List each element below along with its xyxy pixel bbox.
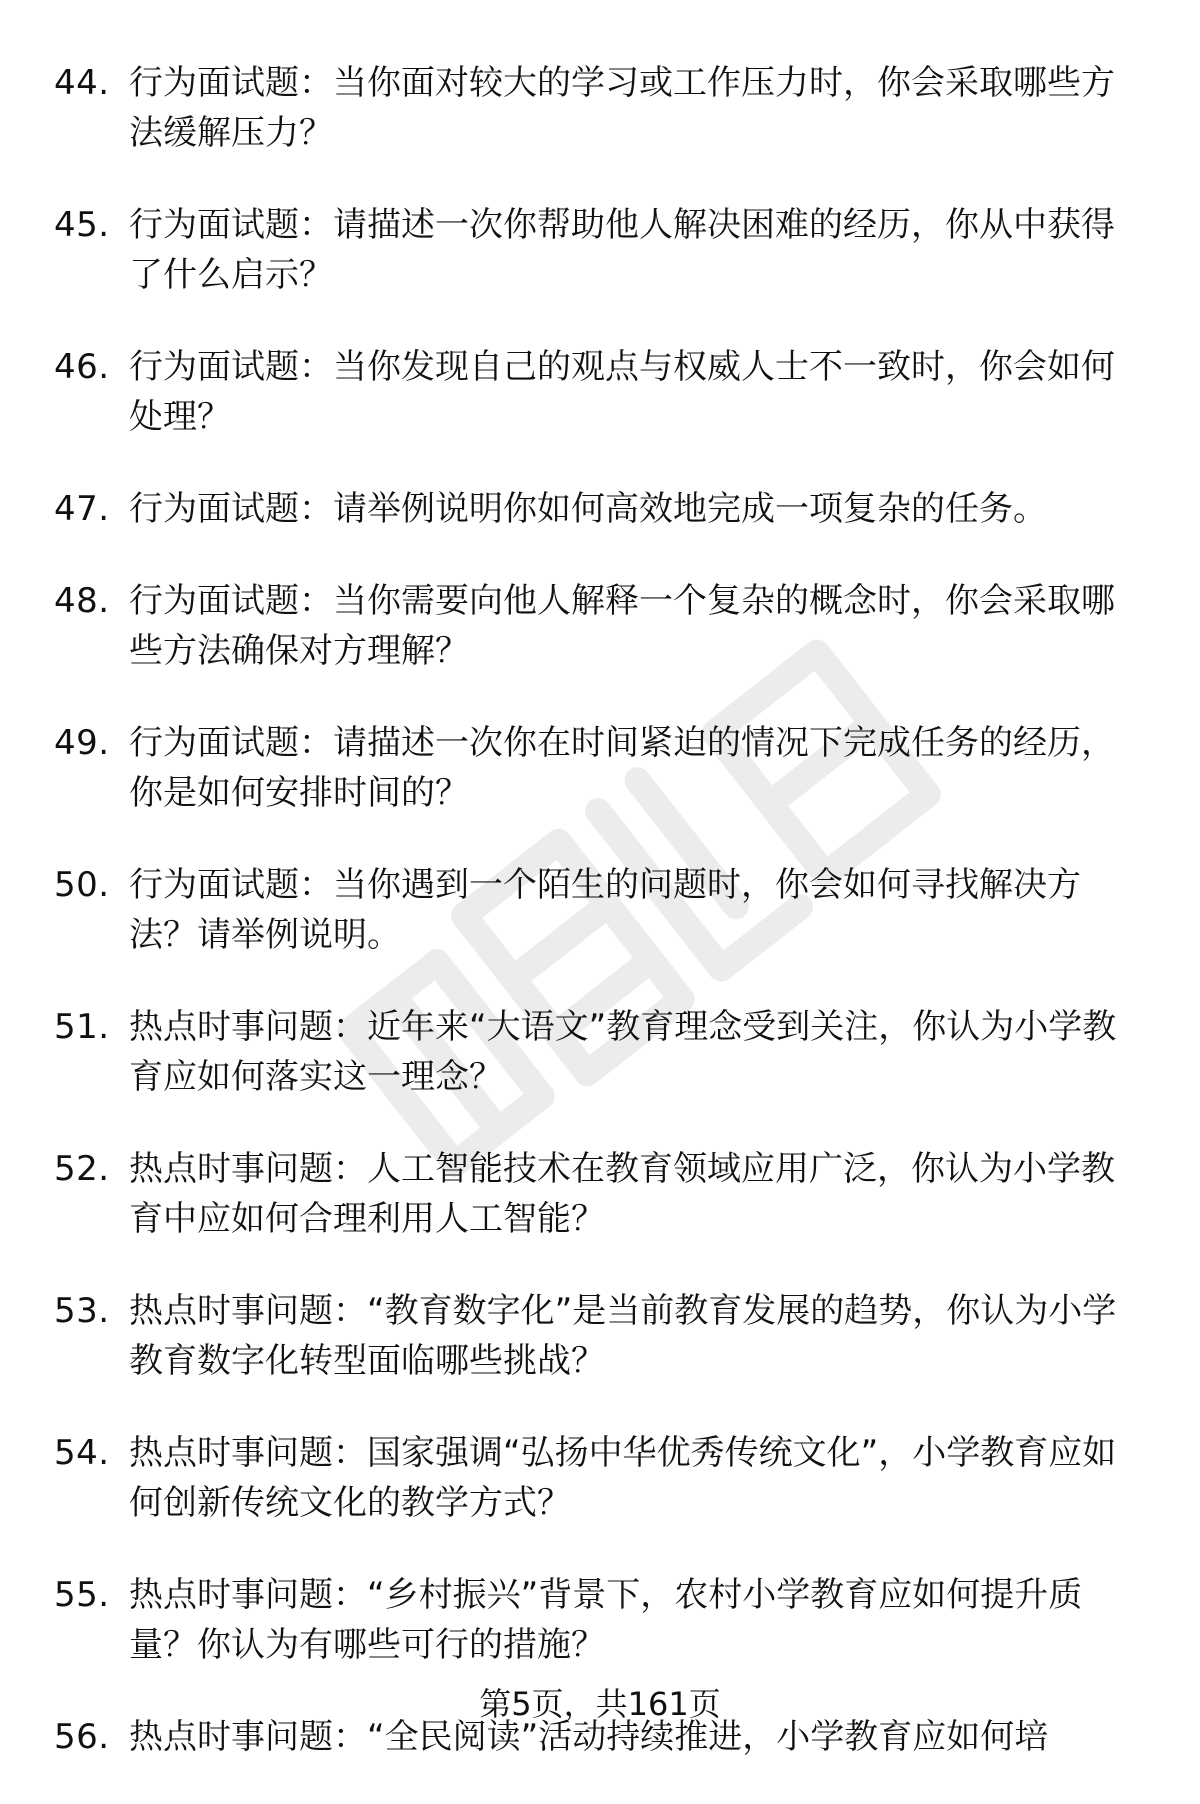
question-item-51	[54, 1002, 1144, 1102]
question-item-46	[54, 342, 1144, 442]
question-text: 热点时事问题：“全民阅读”活动持续推进，小学教育应如何培	[129, 1717, 1049, 1757]
question-text: 行为面试题：当你需要向他人解释一个复杂的概念时，你会采取哪些方法确保对方理解？	[129, 581, 1115, 671]
question-text: 热点时事问题：人工智能技术在教育领域应用广泛，你认为小学教育中应如何合理利用人工智能？	[129, 1149, 1115, 1239]
question-number: 51.	[54, 1007, 110, 1047]
question-item-54	[54, 1428, 1144, 1528]
question-number: 49.	[54, 723, 110, 763]
question-item-45	[54, 200, 1144, 300]
question-number: 47.	[54, 489, 110, 529]
question-item-55	[54, 1570, 1144, 1670]
question-item-49	[54, 718, 1144, 818]
question-item-47	[54, 484, 1144, 534]
question-text: 热点时事问题：“乡村振兴”背景下，农村小学教育应如何提升质量？你认为有哪些可行的措施？	[129, 1575, 1083, 1665]
question-text: 热点时事问题：近年来“大语文”教育理念受到关注，你认为小学教育应如何落实这一理念？	[129, 1007, 1117, 1097]
question-text: 行为面试题：当你发现自己的观点与权威人士不一致时，你会如何处理？	[129, 347, 1115, 437]
question-text: 行为面试题：请描述一次你帮助他人解决困难的经历，你从中获得了什么启示？	[129, 205, 1115, 295]
question-number: 45.	[54, 205, 110, 245]
question-number: 56.	[54, 1717, 110, 1757]
page-footer: 第5页，共161页	[479, 1685, 721, 1723]
question-text: 行为面试题：请举例说明你如何高效地完成一项复杂的任务。	[129, 489, 1047, 529]
question-text: 行为面试题：请描述一次你在时间紧迫的情况下完成任务的经历，你是如何安排时间的？	[129, 723, 1115, 813]
question-item-53	[54, 1286, 1144, 1386]
question-item-50	[54, 860, 1144, 960]
question-text: 热点时事问题：“教育数字化”是当前教育发展的趋势，你认为小学教育数字化转型面临哪些挑战？	[129, 1291, 1117, 1381]
question-text: 行为面试题：当你面对较大的学习或工作压力时，你会采取哪些方法缓解压力？	[129, 63, 1115, 153]
question-number: 53.	[54, 1291, 110, 1331]
question-number: 44.	[54, 63, 110, 103]
question-item-48	[54, 576, 1144, 676]
question-number: 48.	[54, 581, 110, 621]
question-text: 热点时事问题：国家强调“弘扬中华优秀传统文化”，小学教育应如何创新传统文化的教学方式？	[129, 1433, 1117, 1523]
question-number: 52.	[54, 1149, 110, 1189]
question-item-44	[54, 58, 1144, 158]
question-number: 55.	[54, 1575, 110, 1615]
question-text: 行为面试题：当你遇到一个陌生的问题时，你会如何寻找解决方法？请举例说明。	[129, 865, 1081, 955]
question-list	[54, 58, 1144, 1804]
question-number: 54.	[54, 1433, 110, 1473]
question-item-52	[54, 1144, 1144, 1244]
question-number: 50.	[54, 865, 110, 905]
question-number: 46.	[54, 347, 110, 387]
